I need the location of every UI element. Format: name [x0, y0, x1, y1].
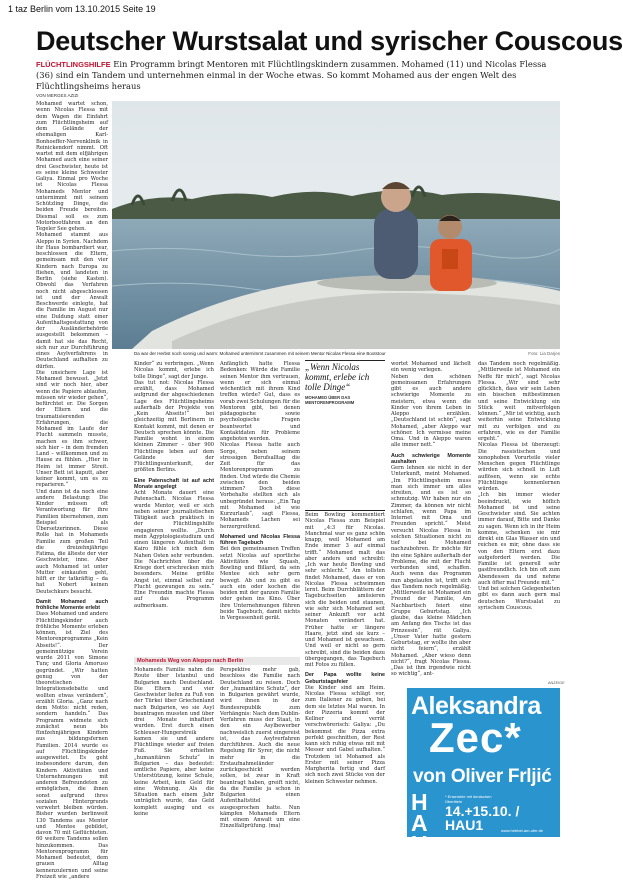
info-box-text: Perspektive mehr gab, beschloss die Familie nach Deutschland zu reisen. Doch der „humanitäre Schutz“, der in Bulgarien gewährt wurde, wird ihnen in der Bundesrepublik zum Verhängnis: Nach dem Dublin-Verfahren muss der Staat, in den ein Asylbewerber nachweislich zuerst eingereist ist, das Asylverfahren durchführen. Auch die neue Regelung für Syrer, die nicht mehr in die Erstaufnahmeländer zurückgeschickt werden sollen, ist zwar in Kraft beantragt haben, greift nicht, da die Familie ja schon in Bulgarien einen Aufenthaltstitel ausgesprochen hatte. Nun kämpfen Mohameds Eltern mit einem Anwalt um eine Einzelfallprüfung. (ma) — [220, 667, 300, 830]
article-photo — [112, 101, 560, 349]
info-box-text: Mohameds Familie nahm die Route über Istanbul und Bulgarien nach Deutschland. Die Eltern und vier Geschwister liefen zu Fuß von der Türkei über Griechenland nach Bulgarien, wo sie Asyl beantragen mussten und über drei Monate inhaftiert wurden. Erst durch einen Schleuser-Hungerstreik kamen sie und andere Flüchtlinge wieder auf freien Fuß. Sie erhielten „humanitären Schutz“ in Bulgarien – das bedeutet: amtliche Papiere, aber keine Unterstützung, keine Schule, keine Arbeit, kein Geld für eine Wohnung. Als die Situation nach einem Jahr unträglich wurde, das Geld komplett ausging und es keine — [134, 667, 214, 817]
paragraph: Nicolas Flessa hatte auch Sorge, neben seinem stressigen Berufsalltag die Zeit für das Mentorenprogramm zu finden. Und würde die Chemie zwischen den beiden stimmen? Doch diese Vorbehalte stellten sich als unbegründet heraus: „Ein Tag mit Mohamed ist wie Kurzurlaub“, sagt Flessa, Mohameds Lachen sei herzergreifend. — [220, 442, 300, 530]
paragraph: Dass Mohamed und andere Flüchtlingskinder auch fröhliche Momente erleben können, ist Ziel des Mentorenprogramms „Kein Abseits!“. Der gemeinnützige Verein wurde 2011 von Simone Tunç und Gloria Amoruso gegründet. „Wir hatten genug von der theoretischen Integrationsdebatte und wollten etwas verändern“, erzählt Gloria. „Ganz nach dem Motto: nicht reden, sondern handeln.“ Das Programm widmete sich zunächst neun bis fünfzehnjährigen Kindern aus bildungsfernen Familien. 2014 wurde es auf Flüchtlingskinder ausgeweitet. Es geht insbesondere darum, den Kindern Aktivitäten und Unternehmungen mit anderen Befreundeten zu ermöglichen, die ihnen sonst aufgrund ihres sozialen Hintergrunds verwehrt bleiben würden. Bisher wurden berlinweit 130 Tandems aus Mentor und Mentee gebildet, davon 70 mit Geflüchteten. 60 weitere Tandems sollen hinzukommen. Das Mentorenprogramm für Mohamed bedeutet, dem grauen Alltag kennenzulernen und seine Freizeit wie „andere — [36, 611, 108, 880]
ad-label: ANZEIGE — [548, 681, 565, 685]
ad-author: von Oliver Frljić — [413, 766, 552, 787]
photo-caption — [134, 351, 560, 356]
pull-quote — [305, 362, 385, 405]
paragraph: Nicolas Flessa ist überzeugt: Die rassistischen und xenophoben Vorurteile vieler Menschen gegen Flüchtlinge würden sich schnell in Luft auflösen, wenn sie echte Flüchtlinge kennenlernen würden. — [478, 442, 560, 492]
paragraph: Mohamed wartet schon, wenn Nicolas Flessa mit dem Wagen die Einfahrt zum Flüchtlingsheim auf dem Gelände der ehemaligen Karl-Bonhoeffer-Nervenklinik in Reinickendorf nimmt. Oft wartet mit dem elfjährigen Mohamed auch eine seiner drei Geschwister, heute ist es seine kleine Schwester Galiya. Einmal pro Woche ist Nicolas Flessa Mohameds Mentor und unternimmt mit seinem Schützling Dinge, die beiden Freude bereiten. Diesmal soll es zum Motorbootfahren an den Tegeler See gehen. — [36, 101, 108, 232]
ad-stage: HAU1 — [445, 817, 484, 833]
info-box-title: Mohameds Weg von Aleppo nach Berlin — [134, 657, 300, 665]
paragraph: Kinder“ zu verbringen. „Wenn Nicolas kommt, erlebe ich tolle Dinge“, sagt der Junge. — [134, 361, 214, 380]
paragraph: Mohamed stammt aus Aleppo in Syrien. Nachdem ihr Haus bombardiert war, beschlossen die Eltern, gemeinsam mit den vier Kindern nach Europa zu fliehen, und landeten in Berlin (siehe Kasten). Obwohl das Verfahren noch nicht abgeschlossen ist und der Anwalt Beschwerde einlegte, hat die Familie im August nur eine Duldung statt einer Aufenthaltsgestattung von der Ausländerbehörde ausgestellt bekommen – damit hat sie das Recht, sich nur zur Durchführung eines Asylverfahrens in Deutschland aufhalten zu dürfen. — [36, 232, 108, 370]
page-line: 1 taz Berlin vom 13.10.2015 Seite 19 — [8, 4, 156, 14]
paragraph: Neben den schönen gemeinsamen Erfahrungen gibt es auch andere schwierige Momente zu meistern, etwa wenn die Kinder von ihrem Leben in Aleppo erzählen. „Deutschland ist schön“, sagt Mohamed, „aber Aleppo war schöner. Ich vermisse meine Oma. Und in Aleppo waren alle immer nett.“ — [391, 373, 471, 449]
subheading: Eine Patenschaft ist auf acht Monate angelegt — [134, 477, 214, 490]
caption-text: Da war der Herbst noch sonnig und warm: Mohamed unternimmt zusammen mit seinem Mentor Nicolas Flessa eine Bootstour — [134, 351, 386, 356]
paragraph: Die Kinder sind am Heim. Nicolas Flessa schlägt vor, zum Italiener zu gehen, bei dem sie letztes Mal waren. In der Pizzeria kommt der Kellner und verrät verschwörerisch: Galiya: „Du bekommst die Pizza extra perfekt geschnitten, der Rest kann sich ruhig etwas mit mit Messer und Gabel aufhalten.“ Trotzdem ist Mohamed als Erster mit seiner Pizza Margherita fertig und darf sich noch zwei Stücke von der kleinen Schwester nehmen. — [305, 684, 385, 785]
paragraph: Und dann ist da noch eine andere Belastung: Die Kinder müssen oft Verantwortung für ihre Familien übernehmen, zum Beispiel als Übersetzerinnen. Diese Rolle hat in Mohameds Familie zum großen Teil die dreizehnjährige Fatima, die älteste der vier Geschwister, inne. Aber auch Mohamed ist unter Mutter einkaufen geht, hilft er ihr tatkräftig – da hat Nobert keinen Deutschkurs besucht. — [36, 488, 108, 595]
paragraph: Anfänglich hatte Flessa Bedenken: Würde die Familie seinen Mentor ihm vertrauen, wenn er sich einmal wöchentlich mit ihrem Kind treffen würde? Gut, dass es vorab zwei Schulungen für die Mentoren gibt, bei denen pädagogische sowie psychologische Fragen beantwortet und Kontaktdaten für Probleme angeboten werden. — [220, 361, 300, 442]
article-column-1 — [36, 101, 108, 880]
subheading: Auch schwierige Momente aushalten — [391, 452, 471, 465]
paragraph: Gern lehnen sie nicht in der Unterkunft, meint Mohamed. „Im Flüchtlingsheim muss man sich immer um alles streiten, und es ist so schmutzig. Wir haben nur ein Zimmer, da können wir nicht schlafen, wenn Papa im Internet mit Oma und Freunden spricht.“ Meist versucht Nicolas Flessa in solchen Situationen nicht zu tief bei Mohamed nachzubohren. Er möchte für ihn eine Sphäre außerhalb der Probleme, die mit der Flucht verbunden sind, schaffen. Auch wenn das Programm nun abgelaufen ist, trifft sich das Tandem noch regelmäßig. „Mittlerweile ist Mohamed ein Freund der Familie, Am Nachbartisch feiert eine Gruppe Geburtstag. „Ich glaube, das kleine Mädchen am Anfang des Tischs ist das Prinzessin“, rät Galiya. „Unser Vater hatte gestern Geburtstag, er wollte ihn aber nicht feiern“, erzählt Mohamed. „Aber wieso denn nicht?“, fragt Nicolas Flessa. „Das ist ihm irgendwie nicht so wichtig“, ant- — [391, 465, 471, 678]
article-column-6 — [478, 361, 560, 671]
article-column-4 — [305, 512, 385, 836]
paragraph: Das tut not: Nicolas Flessa erzählt, dass Mohamed aufgrund der abgeschiedenen Lage des Flüchtlingsheims außerhalb der Projekte von „Kein Abseits!“ bei gleichzeitig mit Berlinern in Kontakt kommt, mit denen er Deutsch sprechen könnte. Die Familie wohnt in einem kleinen Zimmer – über 900 Flüchtlinge leben auf dem Gelände der Flüchtlingsunterkunft, der größten Berlins. — [134, 379, 214, 474]
standfirst — [36, 59, 560, 92]
photo-credit: Foto: Lia Darjes — [528, 351, 560, 356]
paragraph: „Ich bin immer wieder beeindruckt, wie höflich Mohamed ist und seine Geschwister sind. Sie achten immer darauf, Bitte und Danke zu sagen. Wenn ich in ihr Heim komme, schenken sie mir direkt ein Glas Wasser ein und reichen es mir, ohne dass sie von den Eltern erst dazu aufgefordert werden. Die Familie ist generell sehr gastfreundlich. Ich bin oft zum Abendessen da und nehme auch öfter mal Freunde mit.“ — [478, 492, 560, 586]
paragraph: Beim Bowling kommentiert Nicolas Flessa zum Beispiel mit „4:3 für Nicolas. Manchmal war es ganz schön knapp, weil Mohamed am Ende immer 3 auf einmal trifft.“ Mohamed malt das aber anders und schreibt: „Ich war heute Bowling und sehr schlecht.“ Am tollsten findet Mohamed, dass er von Nicolas Flessa schwimmen lernt. Beim Durchblättern der Tagebuchseiten amüsieren sich die beiden und staunen, wie sehr sich Mohamed seit seiner Ankunft vor acht Monaten verändert hat. Früher hatte er längere Haare, jetzt sind sie kurz – und Mohamed ist gewachsen. Und weil er nicht so gern schreibt, sind die beiden dazu übergegangen, das Tagebuch mit Fotos zu füllen. — [305, 512, 385, 668]
pull-quote-source: MOHAMED ÜBER DAS MENTORENPROGRAMM — [305, 395, 355, 405]
quote-rule-top — [305, 360, 385, 361]
theater-advertisement[interactable] — [407, 688, 560, 857]
standfirst-kicker: FLÜCHTLINGSHILFE — [36, 60, 111, 69]
boat-photo-illustration — [112, 101, 560, 349]
paragraph: Acht Monate dauert eine Patenschaft. Nicolas Flessa wurde Mentor, weil er sich neben seiner journalistischen Tätigkeit auch praktisch in der Flüchtlingshilfe engagieren wollte. „Durch mein Ägyptologiestudium und einen längeren Aufenthalt in Kairo fühle ich mich dem Nahen Osten sehr verbunden. Die Nachrichten über die Kriege dort erschrecken mich besonders. Meine größte Angst ist, einmal selbst zur Flucht gezwungen zu sein.“ Eine Freundin machte Flessa auf das Programm aufmerksam. — [134, 490, 214, 609]
paragraph: das Tandem noch regelmäßig. „Mittlerweile ist Mohamed ein Neffe für mich“, sagt Nicolas Flessa. „Wir sind sehr glücklich, dass wir sein Leben ein bisschen mitbestimmen und seine Entwicklung ein Stück weit mitverfolgen können.“ „Mir ist wichtig, auch weiterhin seine Entwicklung mit zu verfolgen und zu erfahren, wie es der Familie ergeht.“ — [478, 361, 560, 442]
headline: Deutscher Wurstsalat und syrischer Couscous — [36, 26, 623, 56]
paragraph: wortet Mohamed und lächelt ein wenig verlegen. — [391, 361, 471, 374]
ad-name-last: Zec* — [429, 714, 522, 761]
ad-date-text: 14.+15.10. / — [445, 803, 520, 819]
standfirst-text: Ein Programm bringt Mentoren mit Flüchtlingskindern zusammen. Mohamed (11) und Nicolas Flessa (36) sind ein Tandem und unternehmen einmal in der Woche etwas. So kommt Mohamed aus der engen Welt des Flüchtlingsheims heraus — [36, 59, 547, 91]
paragraph: Bei den gemeinsamen Treffen setzt Nicolas auf sportliche Aktivitäten wie Squash, Bowling und Billard, da sein Mentee sich sehr gern bewegt. Ab und zu gibt es auch ein oder kochen die beiden mit der ganzen Familie oder gehen ins Kino. Über ihre Unternehmungen führen beide Tagebuch, damit nichts in Vergessenheit gerät. — [220, 546, 300, 621]
pull-quote-text: „Wenn Nicolas kommt, erlebe ich tolle Dinge“ — [305, 362, 370, 392]
quote-rule-bottom — [305, 510, 385, 511]
paragraph: Und bei solchen Gelegenheiten gibt es dann auch gern mal deutschen Wurstsalat zu syrischem Couscous. — [478, 586, 560, 611]
ad-note: * Ensemble mit deutschen Übertiteln — [445, 794, 492, 804]
ad-website-link[interactable]: www.hebbel-am-ufer.de — [501, 828, 544, 833]
subheading: Damit Mohamed auch fröhliche Momente erlebt — [36, 598, 108, 611]
subheading: Der Papa wollte keine Geburtstagsfeier — [305, 672, 385, 685]
ad-venue-logo: HAU — [411, 789, 428, 857]
info-box-column-1 — [134, 667, 214, 837]
info-box-column-2 — [220, 667, 300, 837]
ad-name-first: Aleksandra — [411, 692, 541, 720]
byline: VON MERGES AZIZI — [36, 93, 79, 98]
paragraph: Die unsichere Lage ist Mohamed bewusst. „Jetzt sind wir noch hier, aber wenn die Papiere ablaufen, müssen wir wieder gehen“, befürchtet er. Die Sorgen der Eltern und die traumatisierenden Erfahrungen, die Mohamed im Laufe der Flucht sammeln musste, machen es ihm schwer, sich hier – in dem fremden Land – willkommen und zu Hause zu fühlen. „Hier in Heim ist immer Streit. Unser Bett ist kaputt, aber keiner kommt, um es zu reparieren.“ — [36, 369, 108, 489]
subheading: Mohamed und Nicolas Flessa führen Tagebuch — [220, 533, 300, 546]
